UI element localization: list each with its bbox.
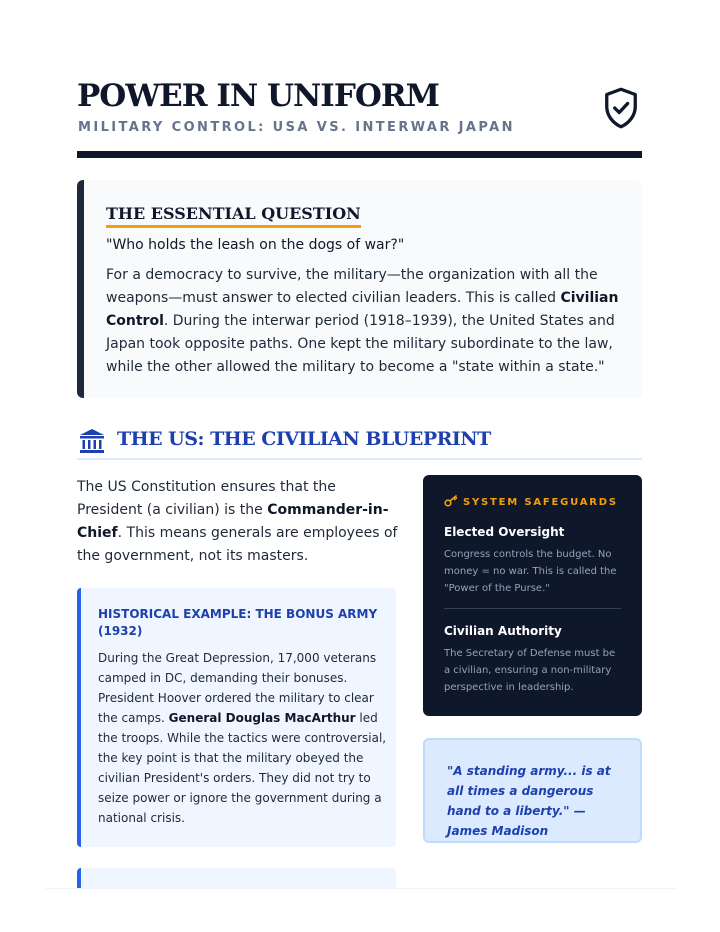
safeguard-text-elected-oversight: Congress controls the budget. No money = no war. This is called the "Power of the Purse." [444, 549, 617, 594]
commander-in-chief-term: Commander-in-Chief [77, 502, 389, 541]
safeguards-heading: SYSTEM SAFEGUARDS [444, 495, 618, 508]
key-icon [444, 495, 458, 507]
historical-example-body: During the Great Depression, 17,000 veterans camped in DC, demanding their bonuses. President Hoover ordered the military to clear the camps. General Douglas MacArthur led the troops. While the tactics were controversial, the key point is that the military obeyed the civilian President's orders. They did not try to seize power or ignore the government during a national crisis. [98, 651, 387, 825]
madison-quote-text: "A standing army... is at all times a dangerous hand to a liberty." — James Madison [447, 764, 611, 838]
historical-example-card [77, 588, 396, 847]
section-divider [77, 458, 642, 460]
safeguard-text-civilian-authority: The Secretary of Defense must be a civilian, ensuring a non-military perspective in leadership. [444, 648, 616, 693]
page-title: POWER IN UNIFORM [77, 78, 439, 114]
macarthur-name: General Douglas MacArthur [168, 711, 356, 725]
page-bottom-divider [45, 888, 677, 889]
safeguard-title-elected-oversight: Elected Oversight [444, 525, 565, 539]
safeguard-title-civilian-authority: Civilian Authority [444, 624, 562, 638]
header-divider [77, 151, 642, 158]
essential-question-body: For a democracy to survive, the military—the organization with all the weapons—must answer to elected civilian leaders. This is called Civilian Control. During the interwar period (1918–1939), the United States and Japan took opposite paths. One kept the military subordinate to the law, while the other allowed the military to become a "state within a state." [106, 267, 619, 375]
us-intro-text: The US Constitution ensures that the President (a civilian) is the Commander-in-Chief. This means generals are employees of the government, not its masters. [77, 479, 398, 564]
shield-check-icon [603, 87, 639, 129]
page-subtitle: MILITARY CONTROL: USA VS. INTERWAR JAPAN [78, 120, 515, 135]
civilian-control-term: Civilian Control [106, 290, 619, 329]
capitol-building-icon [78, 427, 106, 455]
essential-question-heading: THE ESSENTIAL QUESTION [106, 204, 361, 228]
system-safeguards-card [423, 475, 642, 716]
essential-question-quote: "Who holds the leash on the dogs of war?" [106, 237, 405, 253]
historical-example-heading: HISTORICAL EXAMPLE: THE BONUS ARMY (1932) [98, 607, 378, 638]
essential-question-card [77, 180, 642, 398]
us-section-heading: THE US: THE CIVILIAN BLUEPRINT [117, 428, 491, 450]
safeguards-divider [444, 608, 621, 609]
madison-quote-card [423, 738, 642, 843]
next-example-card [77, 868, 396, 889]
